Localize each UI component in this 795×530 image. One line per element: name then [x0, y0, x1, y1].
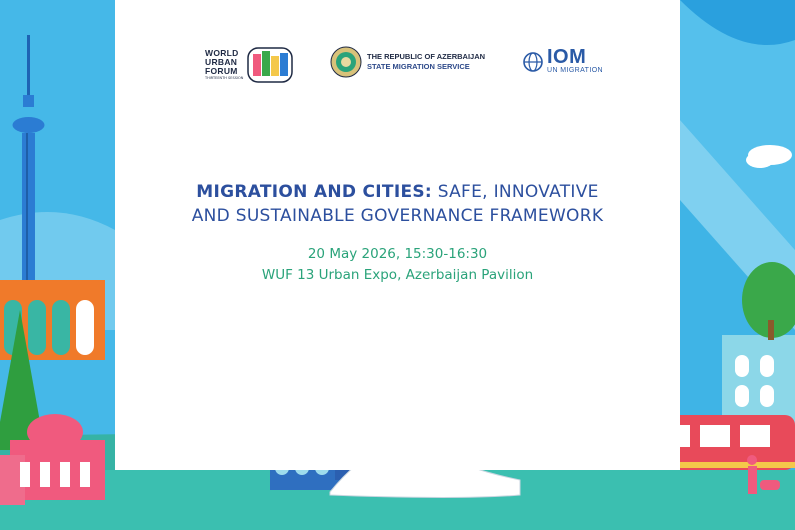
iom-globe-icon	[522, 51, 544, 73]
iom-subtitle: UN MIGRATION	[547, 67, 604, 74]
iom-logo	[522, 48, 603, 75]
state-migration-service-logo	[330, 46, 485, 78]
title-bold-part: MIGRATION AND CITIES:	[196, 182, 432, 202]
sms-emblem-icon	[330, 46, 362, 78]
wuf-emblem-icon	[247, 46, 293, 84]
event-date: 20 May 2026, 15:30-16:30	[307, 246, 488, 262]
sms-line1: THE REPUBLIC OF AZERBAIJAN	[367, 52, 486, 61]
iom-title: IOM	[547, 46, 587, 68]
event-venue: WUF 13 Urban Expo, Azerbaijan Pavilion	[261, 267, 534, 283]
title-line2: AND SUSTAINABLE GOVERNANCE FRAMEWORK	[191, 206, 604, 226]
wuf-line2: URBAN	[205, 57, 238, 67]
wuf-line3: FORUM	[205, 66, 238, 76]
title-rest-line1: SAFE, INNOVATIVE	[432, 182, 599, 202]
sms-line2: STATE MIGRATION SERVICE	[367, 62, 470, 71]
wuf-line1: WORLD	[205, 48, 239, 58]
partner-logos	[0, 40, 795, 90]
wuf-line4: THIRTEENTH SESSION	[205, 76, 244, 80]
event-details	[115, 244, 680, 286]
event-title	[115, 180, 680, 228]
world-urban-forum-logo	[205, 46, 293, 84]
